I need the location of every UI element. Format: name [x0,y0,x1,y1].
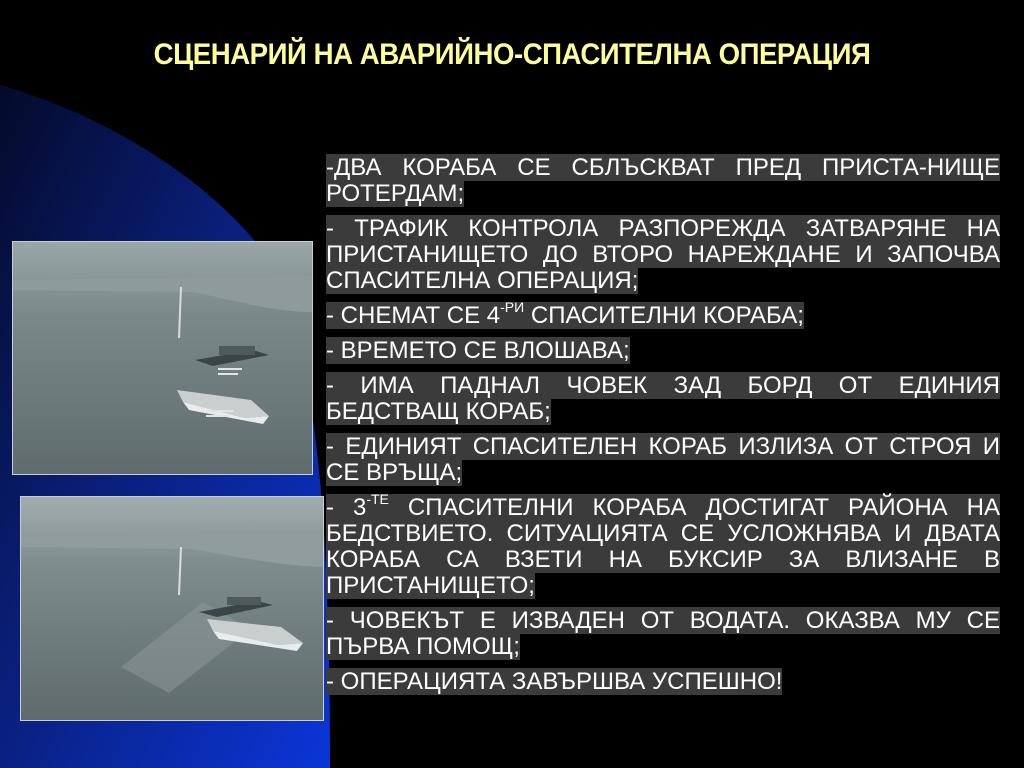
bullet-item-1 [326,155,1000,207]
bullet-text: - ЕДИНИЯТ СПАСИТЕЛЕН КОРАБ ИЗЛИЗА ОТ СТРОЯ И СЕ ВРЪЩА; [326,433,1000,486]
bullet-item-5 [326,373,1000,425]
bullet-text: -ДВА КОРАБА СЕ СБЛЪСКВАТ ПРЕД ПРИСТА-НИЩЕ РОТЕРДАМ; [326,154,1000,207]
bullet-text: - ТРАФИК КОНТРОЛА РАЗПОРЕЖДА ЗАТВАРЯНЕ НА ПРИСТАНИЩЕТО ДО ВТОРО НАРЕЖДАНЕ И ЗАПОЧВА СПАСИТЕЛНА ОПЕРАЦИЯ; [326,215,1000,294]
bullet-item-3 [326,299,1000,329]
bullet-item-4 [326,338,1000,364]
bullet-text-wrap [326,299,804,329]
bullet-item-7 [326,491,1001,599]
bullet-text-wrap [326,491,1001,599]
bullet-item-6 [326,434,1000,486]
simulation-screenshot-towing [20,496,324,721]
simulation-screenshot-collision [12,241,313,475]
bullet-text-sup: -ТЕ [366,491,389,507]
bullet-text-pre: - СНЕМАТ СЕ 4 [326,302,501,329]
bullet-text: - ИМА ПАДНАЛ ЧОВЕК ЗАД БОРД ОТ ЕДИНИЯ БЕДСТВАЩ КОРАБ; [326,372,1000,425]
bullet-text: - ОПЕРАЦИЯТА ЗАВЪРШВА УСПЕШНО! [326,668,783,695]
bullet-text: - ВРЕМЕТО СЕ ВЛОШАВА; [326,337,630,364]
bullet-text-sup: -РИ [500,299,525,315]
slide-title: СЦЕНАРИЙ НА АВАРИЙНО-СПАСИТЕЛНА ОПЕРАЦИЯ [153,38,871,71]
bullet-list [326,155,1000,704]
bullet-item-2 [326,216,1000,294]
bullet-text-post: СПАСИТЕЛНИ КОРАБА; [524,302,804,329]
bullet-text-pre: - 3 [326,494,367,521]
bullet-item-8 [326,608,1000,660]
bullet-item-9 [326,669,1000,695]
bullet-text: - ЧОВЕКЪТ Е ИЗВАДЕН ОТ ВОДАТА. ОКАЗВА МУ СЕ ПЪРВА ПОМОЩ; [326,607,1000,660]
bullet-text-post: СПАСИТЕЛНИ КОРАБА ДОСТИГАТ РАЙОНА НА БЕДСТВИЕТО. СИТУАЦИЯТА СЕ УСЛОЖНЯВА И ДВАТА КОРАБА СА ВЗЕТИ НА БУКСИР ЗА ВЛИЗАНЕ В ПРИСТАНИЩЕТО; [326,494,1001,599]
